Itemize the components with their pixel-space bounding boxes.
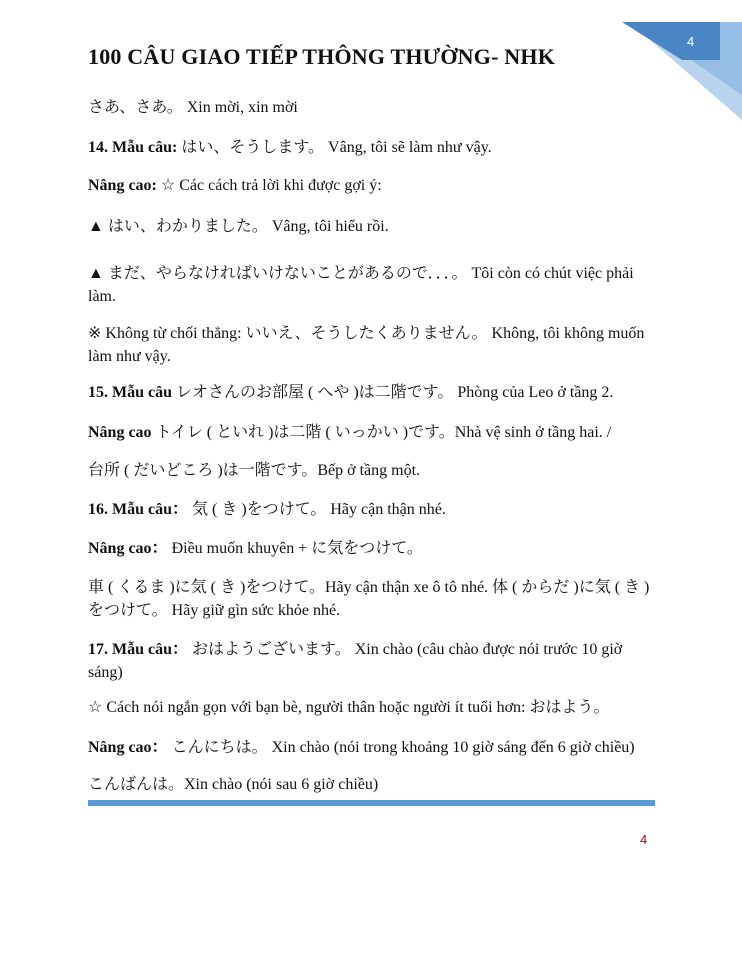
text-line: Nâng cao： Điều muốn khuyên + に気をつけて。 (88, 540, 423, 557)
text-line: Nâng cao トイレ ( といれ )は二階 ( いっかい )です。Nhà vệ sinh ở tầng hai. / (88, 424, 612, 441)
header-page-number: 4 (687, 34, 695, 49)
text-line: ▲ はい、わかりました。 Vâng, tôi hiểu rồi. (88, 218, 389, 235)
text-line: 台所 ( だいどころ )は一階です。Bếp ở tầng một. (88, 462, 421, 479)
text-line: 17. Mẫu câu： おはようございます。 Xin chào (câu chào được nói trước 10 giờ sáng) (88, 641, 623, 681)
text-line: 16. Mẫu câu： 気 ( き )をつけて。 Hãy cận thận nhé. (88, 501, 446, 518)
text-line: 車 ( くるま )に気 ( き )をつけて。Hãy cận thận xe ô tô nhé. 体 ( からだ )に気 ( き )をつけて。 Hãy giữ gìn sức khỏe nhé. (88, 579, 650, 619)
page-title: 100 CÂU GIAO TIẾP THÔNG THƯỜNG- NHK (88, 44, 556, 69)
text-line: Nâng cao： こんにちは。 Xin chào (nói trong khoảng 10 giờ sáng đến 6 giờ chiều) (88, 739, 635, 756)
text-line: さあ、さあ。 Xin mời, xin mời (88, 99, 298, 116)
text-line: ☆ Cách nói ngắn gọn với bạn bè, người thân hoặc người ít tuổi hơn: おはよう。 (88, 699, 610, 716)
text-line: ▲ まだ、やらなければいけないことがあるので．．．。 Tôi còn có chút việc phải làm. (88, 265, 634, 305)
footer-page-number: 4 (640, 832, 648, 847)
text-line: こんばんは。Xin chào (nói sau 6 giờ chiều) (88, 776, 379, 793)
text-line: ※ Không từ chối thẳng: いいえ、そうしたくありません。 Không, tôi không muốn làm như vậy. (88, 325, 645, 365)
text-line: Nâng cao: ☆ Các cách trả lời khi được gợi ý: (88, 177, 382, 194)
footer-divider (88, 800, 655, 806)
text-line: 14. Mẫu câu: はい、そうします。 Vâng, tôi sẽ làm như vậy. (88, 139, 492, 156)
text-line: 15. Mẫu câu レオさんのお部屋 ( へや )は二階です。 Phòng của Leo ở tầng 2. (88, 384, 614, 401)
